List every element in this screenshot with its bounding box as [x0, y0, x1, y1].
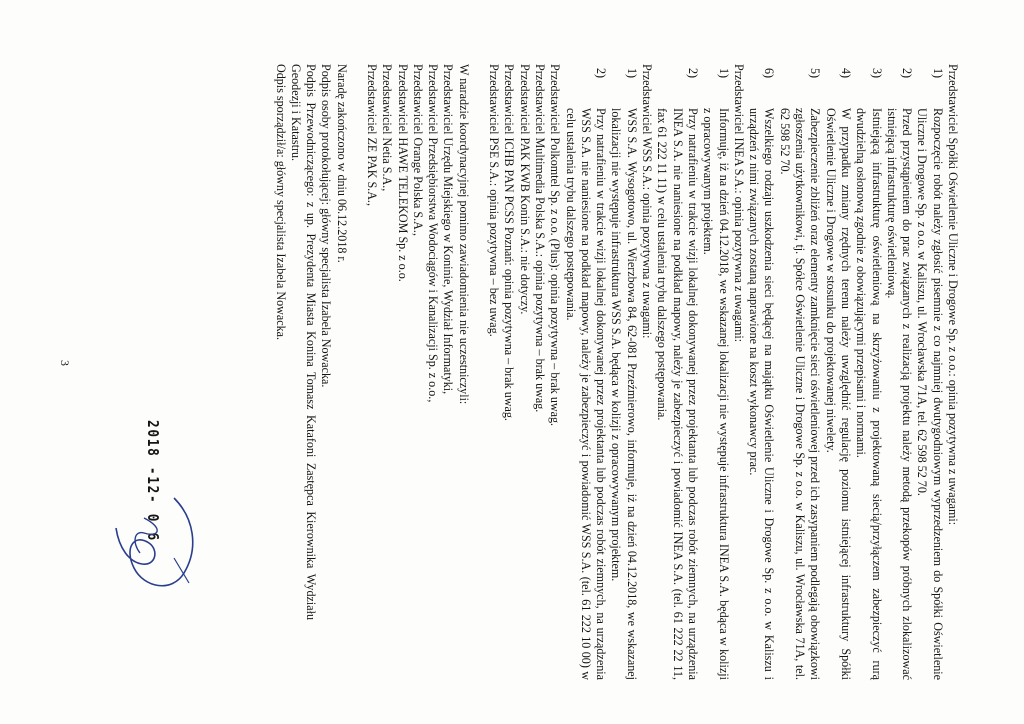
- absent-line: Przedstawiciel Netia S.A.,: [380, 64, 395, 192]
- section-heading-inea: Przedstawiciel INEA S.A.: opinia pozytywna z uwagami:: [731, 64, 746, 343]
- list-item: 4) W przypadku zmiany rzędnych terenu należy uwzględnić regulację poziomu istniejącej infrastruktury Spółki Oświetlenie Uliczne i Drogowe w stosunku do projektowanej niwelety.: [823, 68, 853, 680]
- paragraph-spacer: [349, 64, 364, 680]
- list-item: 1) WSS S.A. Wysogotowo, ul. Wierzbowa 84, 62-081 Przeźmierowo, informuje, iż na dzień 04.12.2018, we wskazanej lokalizacji nie występuje infrastruktura WSS S.A. będąca w kolizji z opracowywanym projektem.: [609, 68, 639, 680]
- list-item: 2) Przed przystąpieniem do prac związanych z realizacją projektu należy metodą przekopów próbnych zlokalizować istniejącą infrastrukturę oświetleniową.: [884, 68, 915, 680]
- absent-line: Przedstawiciel Urzędu Miejskiego w Koninie, Wydział Informatyki,: [441, 64, 456, 395]
- absent-heading: W naradzie koordynacyjnej pomimo zawiadomienia nie uczestniczyli:: [456, 64, 471, 405]
- list-item: 2) Przy natrafieniu w trakcie wizji lokalnej dokonywanej przez projektanta lub podczas robót ziemnych, na urządzenia WSS S.A. nie naniesione na podkład mapowy, należy je zabezpieczyć i powiadomić WSS S.A. (tel. 61 222 10 00) w celu ustalenia trybu dalszego postępowania.: [563, 68, 609, 680]
- handwritten-signature: [104, 488, 204, 608]
- absent-line: Przedstawiciel Orange Polska S.A.,: [410, 64, 425, 236]
- chairman-signature-line: Podpis Przewodniczącego: z up. Prezydenta Miasta Konina Tomasz Katafoni Zastępca Kierownika Wydziału Geodezji i Katastru.: [288, 64, 319, 620]
- absent-line: Przedstawiciel ZE PAK S.A.,: [365, 64, 380, 206]
- date-stamp: 2018 -12- 0 6: [144, 420, 162, 542]
- meeting-end-date: Naradę zakończono w dniu 06.12.2018 r.: [334, 64, 349, 263]
- paragraph-spacer: [471, 64, 486, 680]
- list-item: 1) Informuję, iż na dzień 04.12.2018, we wskazanej lokalizacji nie występuje infrastruktura INEA S.A. będąca w kolizji z opracowywanym projektem.: [701, 68, 731, 680]
- list-item: 5) Zabezpieczenie zbliżeń oraz elementy zamknięcie sieci oświetleniowej przed ich zasypaniem podlegają obowiązkowi zgłoszenia użytkownikowi, tj. Spółce Oświetlenie Uliczne i Drogowe Sp. z o.o. w Kaliszu, ul. Wrocławska 71A, tel. 62 598 52 70.: [777, 68, 823, 680]
- absent-line: Przedstawiciel Przedsiębiorstwa Wodociągów i Kanalizacji Sp. z o.o.,: [426, 64, 441, 403]
- list-item: 3) Istniejącą infrastrukturę oświetleniową na skrzyżowaniu z projektowaną siecią/przyłączem zabezpieczyć rurą dwudzielną osłonową zgodnie z obowiązującymi przepisami i normami.: [854, 68, 884, 680]
- wss-remarks-list: [562, 64, 638, 680]
- opinion-line: Przedstawiciel PAK KWB Konin S.A.: nie dotyczy.: [517, 64, 532, 315]
- recorder-signature-line: Podpis osoby protokołującej: główny specjalista Izabela Nowacka.: [319, 64, 334, 388]
- opinion-line: Przedstawiciel PSE S.A.: opinia pozytywna – bez uwag.: [487, 64, 502, 337]
- opinion-line: Przedstawiciel Polkomtel Sp. z o.o. (Plus): opinia pozytywna – brak uwag.: [548, 64, 563, 427]
- opinion-line: Przedstawiciel Multimedia Polska S.A.: opinia pozytywna – brak uwag.: [532, 64, 547, 413]
- page-number: 3: [58, 360, 72, 366]
- opinion-line: Przedstawiciel ICHB PAN PCSS Poznań: opinia pozytywna – brak uwag.: [502, 64, 517, 421]
- protocol-content: [272, 64, 960, 680]
- absent-line: Przedstawiciel HAWE TELEKOM Sp. z o.o.: [395, 64, 410, 282]
- section-heading-wss: Przedstawiciel WSS S.A.: opinia pozytywna z uwagami:: [640, 64, 655, 339]
- list-item: 1) Rozpoczęcie robót należy zgłosić pisemnie z co najmniej dwutygodniowym wyprzedzeniem do Spółki Oświetlenie Uliczne i Drogowe Sp. z o.o. w Kaliszu, ul. Wrocławska 71A, tel. 62 598 52 70.: [915, 68, 945, 680]
- section-heading-oswietlenie: Przedstawiciel Spółki Oświetlenie Uliczne i Drogowe Sp. z o.o.: opinia pozytywna z uwagami:: [946, 64, 960, 526]
- inea-remarks-list: [654, 64, 730, 680]
- list-item: 2) Przy natrafieniu w trakcie wizji lokalnej dokonywanej przez projektanta lub podczas robót ziemnych, na urządzenia INEA S.A. nie naniesione na podkład mapowy, należy je zabezpieczyć i powiadomić INEA S.A. (tel. 61 222 22 11, fax 61 222 11 11) w celu ustalenia trybu dalszego postępowania.: [655, 68, 700, 680]
- oswietlenie-remarks-list: [746, 64, 945, 680]
- list-item: 6) Wszelkiego rodzaju uszkodzenia sieci będącej na majątku Oświetlenie Uliczne i Drogowe Sp. z o.o. w Kaliszu i urządzeń z nimi związanych zostaną naprawione na koszt wykonawcy prac.: [747, 68, 777, 680]
- copy-prepared-by: Odpis sporządził/a: główny specjalista Izabela Nowacka.: [273, 64, 288, 341]
